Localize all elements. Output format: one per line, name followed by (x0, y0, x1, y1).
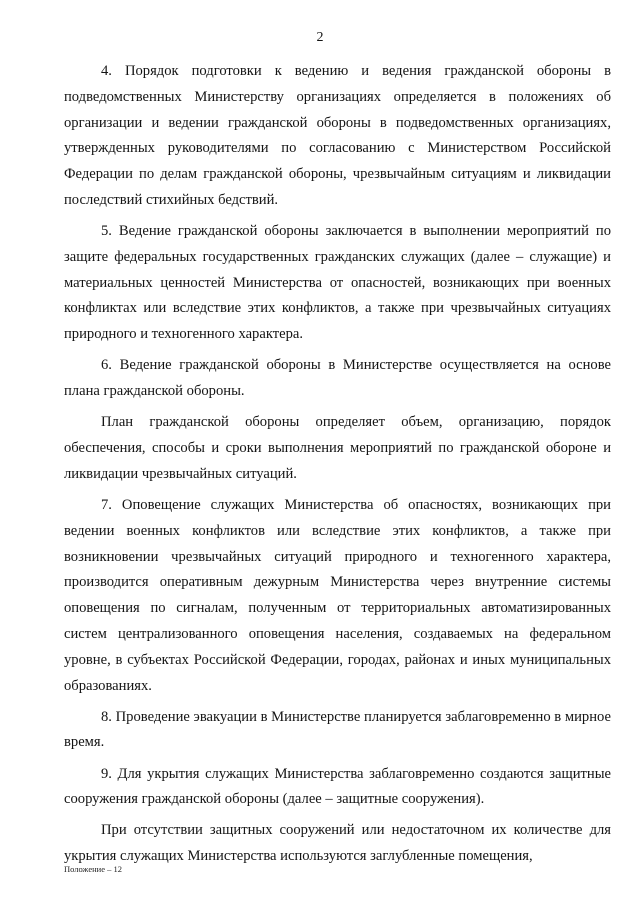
paragraph-shelter-shortage: При отсутствии защитных сооружений или недостаточном их количестве для укрытия служащих Министерства используются заглубленные помещения, (64, 822, 611, 865)
paragraph-item-7: 7. Оповещение служащих Министерства об опасностях, возникающих при ведении военных конфликтов или вследствие этих конфликтов, а также при возникновении чрезвычайных ситуаций природного и техногенного характера, производится оперативным дежурным Министерства через внутренние системы оповещения по сигналам, полученным от территориальных автоматизированных систем централизованного оповещения населения, создаваемых на федеральном уровне, в субъектах Российской Федерации, городах, районах и иных муниципальных образованиях. (64, 496, 611, 694)
paragraph-item-8: 8. Проведение эвакуации в Министерстве планируется заблаговременно в мирное время. (64, 708, 611, 751)
paragraph-civil-defense-plan: План гражданской обороны определяет объем, организацию, порядок обеспечения, способы и сроки выполнения мероприятий по гражданской обороне и ликвидации чрезвычайных ситуаций. (64, 414, 611, 482)
paragraph-item-4: 4. Порядок подготовки к ведению и ведения гражданской обороны в подведомственных Министерству организациях определяется в положениях об организации и ведении гражданской обороны в подведомственных организациях, утвержденных руководителями по согласованию с Министерством Российской Федерации по делам гражданской обороны, чрезвычайным ситуациям и ликвидации последствий стихийных бедствий. (64, 63, 611, 208)
page-number: 2 (316, 30, 324, 45)
paragraph-item-9: 9. Для укрытия служащих Министерства заблаговременно создаются защитные сооружения гражданской обороны (далее – защитные сооружения). (64, 765, 611, 808)
document-body (64, 59, 611, 870)
paragraph-item-6: 6. Ведение гражданской обороны в Министерстве осуществляется на основе плана гражданской обороны. (64, 357, 611, 400)
paragraph-item-5: 5. Ведение гражданской обороны заключается в выполнении мероприятий по защите федеральных государственных гражданских служащих (далее – служащие) и материальных ценностей Министерства от опасностей, возникающих при военных конфликтах или вследствие этих конфликтов, а также при чрезвычайных ситуациях природного и техногенного характера. (64, 223, 611, 343)
footer-document-code: Положение – 12 (64, 864, 122, 874)
